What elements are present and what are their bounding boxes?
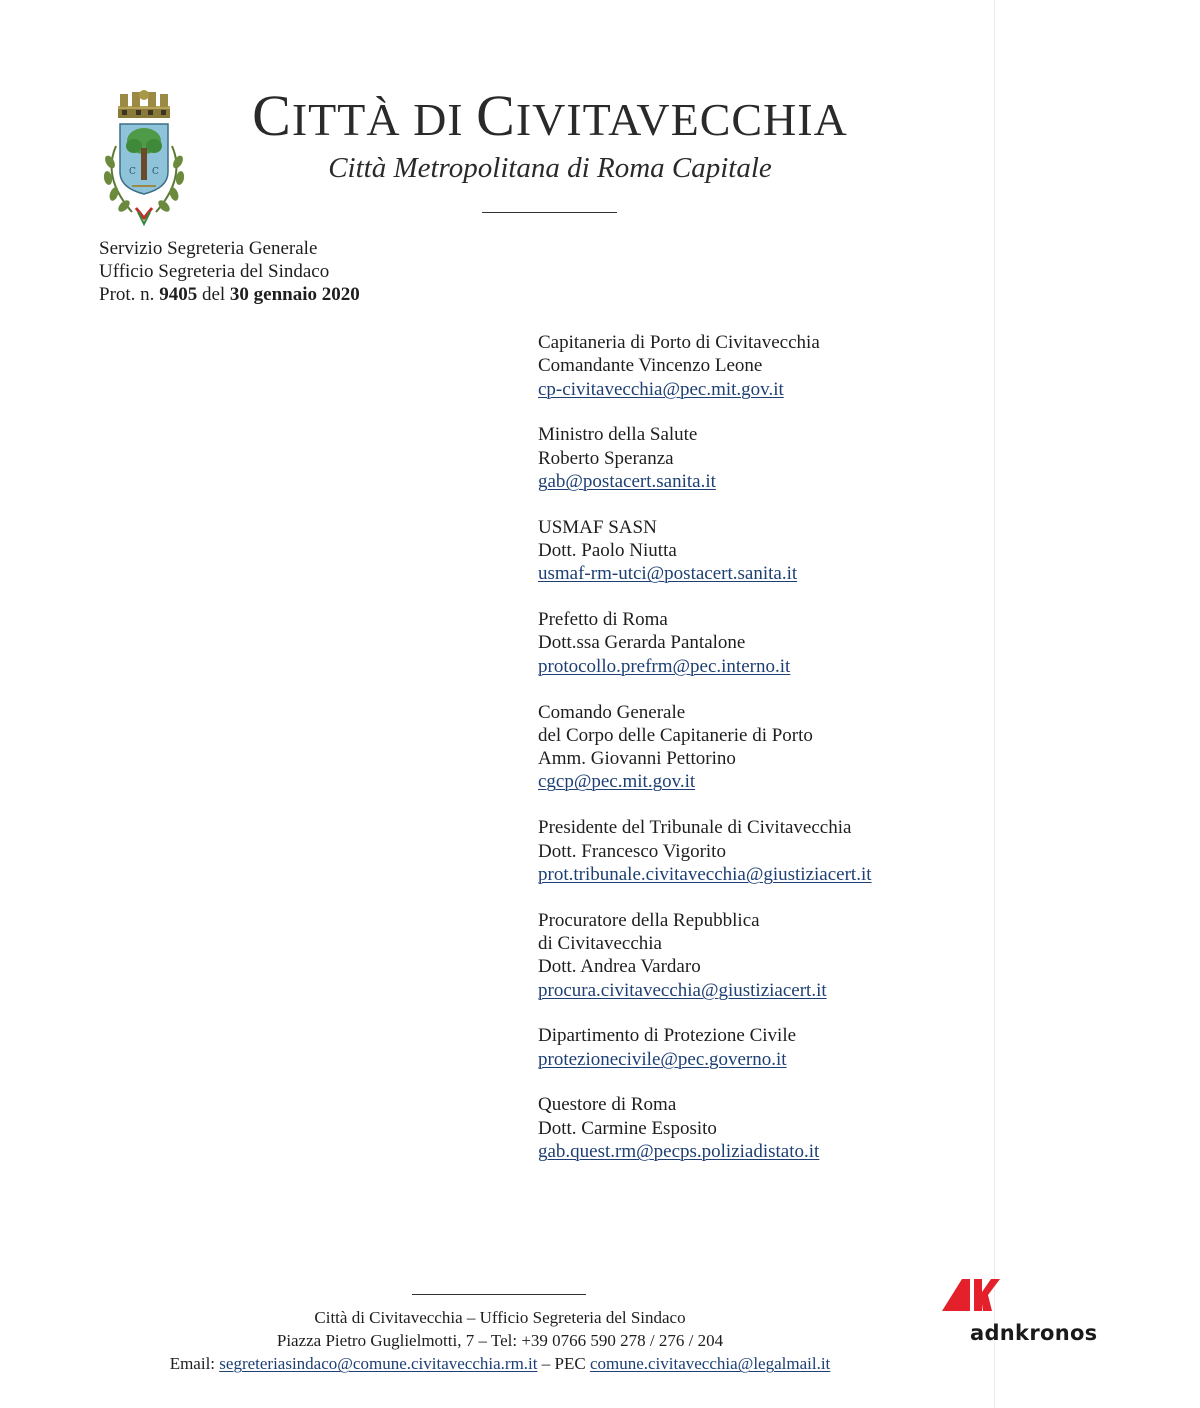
recipient-block xyxy=(538,701,978,794)
recipient-line: Ministro della Salute xyxy=(538,424,698,446)
sender-block xyxy=(99,237,360,306)
recipient-email-link[interactable]: protezionecivile@pec.governo.it xyxy=(538,1048,787,1070)
recipient-email-link[interactable]: usmaf-rm-utci@postacert.sanita.it xyxy=(538,563,798,585)
recipient-line: Prefetto di Roma xyxy=(538,609,668,631)
sender-line: Ufficio Segreteria del Sindaco xyxy=(99,261,330,282)
recipient-email-link[interactable]: prot.tribunale.civitavecchia@giustiziacert.it xyxy=(538,863,872,885)
svg-text:C: C xyxy=(152,167,159,177)
recipient-line: Roberto Speranza xyxy=(538,447,674,469)
title-initial: C xyxy=(252,83,292,148)
footer-contacts xyxy=(0,1352,1000,1375)
recipient-line: Questore di Roma xyxy=(538,1094,677,1116)
footer-pec-label: – PEC xyxy=(541,1354,586,1373)
watermark-text: adnkronos xyxy=(970,1321,1098,1345)
page-title xyxy=(200,84,900,152)
page-subtitle: Città Metropolitana di Roma Capitale xyxy=(328,152,772,184)
protocol-prefix: Prot. n. xyxy=(99,284,155,305)
recipient-line: Dipartimento di Protezione Civile xyxy=(538,1025,797,1047)
recipient-line: Comandante Vincenzo Leone xyxy=(538,355,763,377)
recipient-line: Capitaneria di Porto di Civitavecchia xyxy=(538,332,820,353)
svg-text:C: C xyxy=(129,167,136,177)
title-part: ITTÀ DI xyxy=(291,94,477,145)
city-crest-icon xyxy=(96,86,192,228)
header-divider xyxy=(482,212,617,213)
recipient-email-link[interactable]: cp-civitavecchia@pec.mit.gov.it xyxy=(538,378,784,400)
page-edge xyxy=(994,0,995,1408)
footer-divider xyxy=(412,1294,586,1295)
recipient-line: USMAF SASN xyxy=(538,516,657,538)
recipient-block xyxy=(538,909,978,1002)
recipient-email-link[interactable]: gab.quest.rm@pecps.poliziadistato.it xyxy=(538,1141,820,1163)
recipient-line: del Corpo delle Capitanerie di Porto xyxy=(538,724,813,746)
footer-email-label: Email: xyxy=(169,1354,216,1373)
footer xyxy=(0,1306,1000,1375)
recipient-line: Dott. Carmine Esposito xyxy=(538,1117,717,1139)
recipient-email-link[interactable]: protocollo.prefrm@pec.interno.it xyxy=(538,655,791,677)
recipient-block xyxy=(538,423,978,493)
recipient-line: Presidente del Tribunale di Civitavecchia xyxy=(538,817,852,839)
recipient-block xyxy=(538,608,978,678)
footer-line: Città di Civitavecchia – Ufficio Segreteria del Sindaco xyxy=(314,1308,686,1327)
footer-pec-link[interactable]: comune.civitavecchia@legalmail.it xyxy=(589,1354,831,1373)
recipient-block xyxy=(538,516,978,586)
recipients-list xyxy=(538,331,978,1186)
protocol-date: 30 gennaio 2020 xyxy=(229,284,360,305)
recipient-block xyxy=(538,1024,978,1071)
recipient-line: di Civitavecchia xyxy=(538,932,662,954)
recipient-email-link[interactable]: cgcp@pec.mit.gov.it xyxy=(538,771,696,793)
footer-line: Piazza Pietro Guglielmotti, 7 – Tel: +39 0766 590 278 / 276 / 204 xyxy=(276,1331,724,1350)
recipient-block xyxy=(538,1093,978,1163)
footer-email-link[interactable]: segreteriasindaco@comune.civitavecchia.rm.it xyxy=(219,1354,538,1373)
recipient-email-link[interactable]: gab@postacert.sanita.it xyxy=(538,470,716,492)
protocol-line xyxy=(99,283,360,306)
recipient-line: Dott. Andrea Vardaro xyxy=(538,956,701,978)
recipient-email-link[interactable]: procura.civitavecchia@giustiziacert.it xyxy=(538,979,827,1001)
recipient-line: Dott.ssa Gerarda Pantalone xyxy=(538,632,746,654)
recipient-block xyxy=(538,331,978,401)
protocol-mid: del xyxy=(201,284,226,305)
title-initial: C xyxy=(476,83,516,148)
recipient-line: Dott. Francesco Vigorito xyxy=(538,840,726,862)
recipient-line: Dott. Paolo Niutta xyxy=(538,540,677,562)
recipient-line: Amm. Giovanni Pettorino xyxy=(538,748,736,770)
recipient-line: Comando Generale xyxy=(538,701,686,723)
sender-line: Servizio Segreteria Generale xyxy=(99,238,318,259)
recipient-line: Procuratore della Repubblica xyxy=(538,909,760,931)
recipient-block xyxy=(538,816,978,886)
title-part: IVITAVECCHIA xyxy=(515,94,848,145)
protocol-number: 9405 xyxy=(159,284,198,305)
